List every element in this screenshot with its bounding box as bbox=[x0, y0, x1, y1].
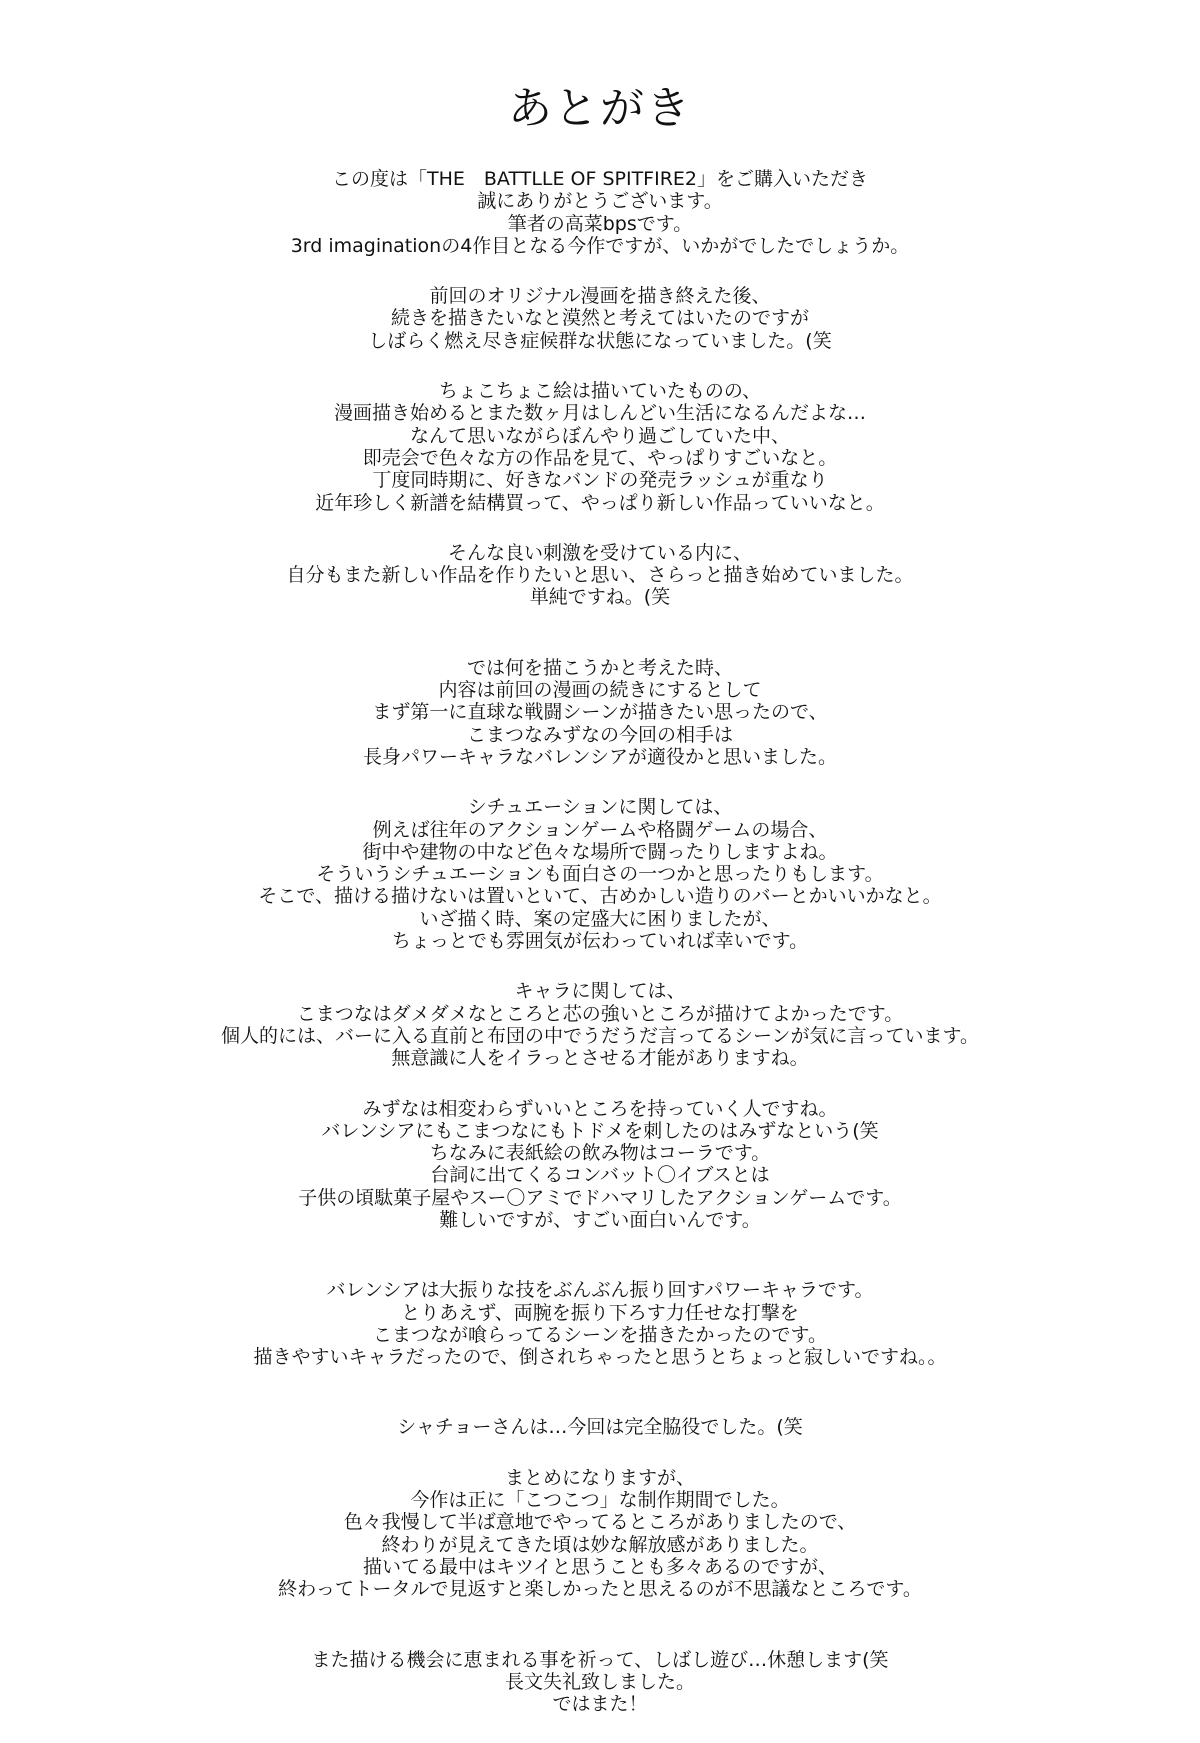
text-line: 誠にありがとうございます。 bbox=[477, 190, 723, 213]
text-line: こまつなはダメダメなところと芯の強いところが描けてよかったです。 bbox=[296, 1002, 904, 1025]
text-line: 難しいですが、すごい面白いんです。 bbox=[439, 1208, 761, 1231]
text-line: 丁度同時期に、好きなバンドの発売ラッシュが重なり bbox=[372, 469, 828, 492]
paragraph bbox=[40, 542, 1160, 609]
text-line: ちなみに表紙絵の飲み物はコーラです。 bbox=[429, 1142, 771, 1165]
text-line: そんな良い刺激を受けている内に、 bbox=[447, 541, 752, 564]
text-line: こまつなみずなの今回の相手は bbox=[466, 723, 733, 746]
text-line: 個人的には、バーに入る直前と布団の中でうだうだ言ってるシーンが気に言っています。 bbox=[220, 1024, 980, 1047]
text-line: 終わりが見えてきた頃は妙な解放感がありました。 bbox=[381, 1533, 819, 1556]
text-line: この度は「THE BATTLLE OF SPITFIRE2」をご購入いただき bbox=[331, 168, 869, 190]
text-line: バレンシアは大振りな技をぶんぶん振り回すパワーキャラです。 bbox=[326, 1279, 874, 1302]
text-line: 描きやすいキャラだったので、倒されちゃったと思うとちょっと寂しいですね。。 bbox=[253, 1346, 947, 1369]
text-line: 即売会で色々な方の作品を見て、やっぱりすごいなと。 bbox=[362, 446, 838, 469]
text-line: 子供の頃駄菓子屋やスー〇アミでドハマリしたアクションゲームです。 bbox=[298, 1186, 902, 1209]
paragraph bbox=[40, 1098, 1160, 1232]
text-line: バレンシアにもこまつなにもトドメを刺したのはみずなという(笑 bbox=[321, 1119, 879, 1142]
text-line: 近年珍しく新譜を結構買って、やっぱり新しい作品っていいなと。 bbox=[315, 491, 885, 514]
paragraph bbox=[40, 168, 1160, 257]
text-line: 色々我慢して半ば意地でやってるところがありましたので、 bbox=[343, 1511, 857, 1534]
text-line: 続きを描きたいなと漠然と考えてはいたのですが bbox=[390, 307, 809, 330]
text-line: 終わってトータルで見返すと楽しかったと思えるのが不思議なところです。 bbox=[278, 1578, 922, 1601]
text-line: シャチョーさんは…今回は完全脇役でした。(笑 bbox=[397, 1416, 803, 1439]
text-line: 台詞に出てくるコンバット〇イブスとは bbox=[430, 1164, 770, 1187]
text-line: では何を描こうかと考えた時、 bbox=[466, 656, 733, 679]
text-line: 描いてる最中はキツイと思うことも多々あるのですが、 bbox=[362, 1555, 838, 1578]
text-line: ではまた！ bbox=[552, 1693, 648, 1716]
text-line: キャラに関しては、 bbox=[514, 980, 686, 1003]
text-line: 長文失礼致しました。 bbox=[504, 1670, 695, 1693]
text-line: こまつなが喰らってるシーンを描きたかったのです。 bbox=[372, 1323, 828, 1346]
text-line: なんて思いながらぼんやり過ごしていた中、 bbox=[409, 424, 790, 447]
paragraph bbox=[40, 1416, 1160, 1438]
text-line: また描ける機会に恵まれる事を祈って、しばし遊び…休憩します(笑 bbox=[311, 1648, 889, 1671]
paragraph bbox=[40, 1467, 1160, 1601]
page-title: あとがき bbox=[508, 83, 692, 134]
text-line: 今作は正に「こつこつ」な制作期間でした。 bbox=[410, 1489, 790, 1512]
text-line: そういうシチュエーションも面白さの一つかと思ったりもします。 bbox=[316, 863, 884, 886]
text-line: 3rd imaginationの4作目となる今作ですが、いかがでしたでしょうか。 bbox=[290, 234, 910, 257]
paragraph bbox=[40, 285, 1160, 352]
text-line: しばらく燃え尽き症候群な状態になっていました。(笑 bbox=[368, 329, 832, 352]
text-line: まとめになりますが、 bbox=[504, 1466, 695, 1489]
text-line: 無意識に人をイラっとさせる才能がありますね。 bbox=[391, 1047, 809, 1070]
paragraph bbox=[40, 657, 1160, 768]
text-line: 自分もまた新しい作品を作りたいと思い、さらっと描き始めていました。 bbox=[286, 564, 914, 587]
text-line: まず第一に直球な戦闘シーンが描きたい思ったので、 bbox=[372, 701, 828, 724]
text-line: 前回のオリジナル漫画を描き終えた後、 bbox=[429, 285, 771, 308]
paragraph bbox=[40, 1279, 1160, 1368]
text-line: みずなは相変わらずいいところを持っていく人ですね。 bbox=[362, 1097, 838, 1120]
text-line: ちょっとでも雰囲気が伝わっていれば幸いです。 bbox=[391, 930, 809, 953]
text-line: 例えば往年のアクションゲームや格闘ゲームの場合、 bbox=[372, 818, 828, 841]
text-line: シチュエーションに関しては、 bbox=[467, 796, 733, 819]
text-line: 筆者の高菜bpsです。 bbox=[507, 212, 693, 235]
text-line: そこで、描ける描けないは置いといて、古めかしい造りのバーとかいいかなと。 bbox=[258, 885, 942, 908]
paragraph bbox=[40, 980, 1160, 1069]
text-line: 単純ですね。(笑 bbox=[529, 586, 671, 609]
paragraph bbox=[40, 1649, 1160, 1716]
text-line: 漫画描き始めるとまた数ヶ月はしんどい生活になるんだよな… bbox=[333, 402, 866, 425]
text-line: 内容は前回の漫画の続きにするとして bbox=[438, 679, 762, 702]
paragraph bbox=[40, 380, 1160, 514]
text-line: 街中や建物の中など色々な場所で闘ったりしますよね。 bbox=[362, 840, 838, 863]
text-line: 長身パワーキャラなバレンシアが適役かと思いました。 bbox=[362, 745, 838, 768]
paragraph bbox=[40, 796, 1160, 952]
text-line: いざ描く時、案の定盛大に困りましたが、 bbox=[419, 907, 781, 930]
text-line: とりあえず、両腕を振り下ろす力任せな打撃を bbox=[401, 1301, 799, 1324]
text-line: ちょこちょこ絵は描いていたものの、 bbox=[438, 380, 762, 403]
afterword-body bbox=[40, 168, 1160, 1743]
